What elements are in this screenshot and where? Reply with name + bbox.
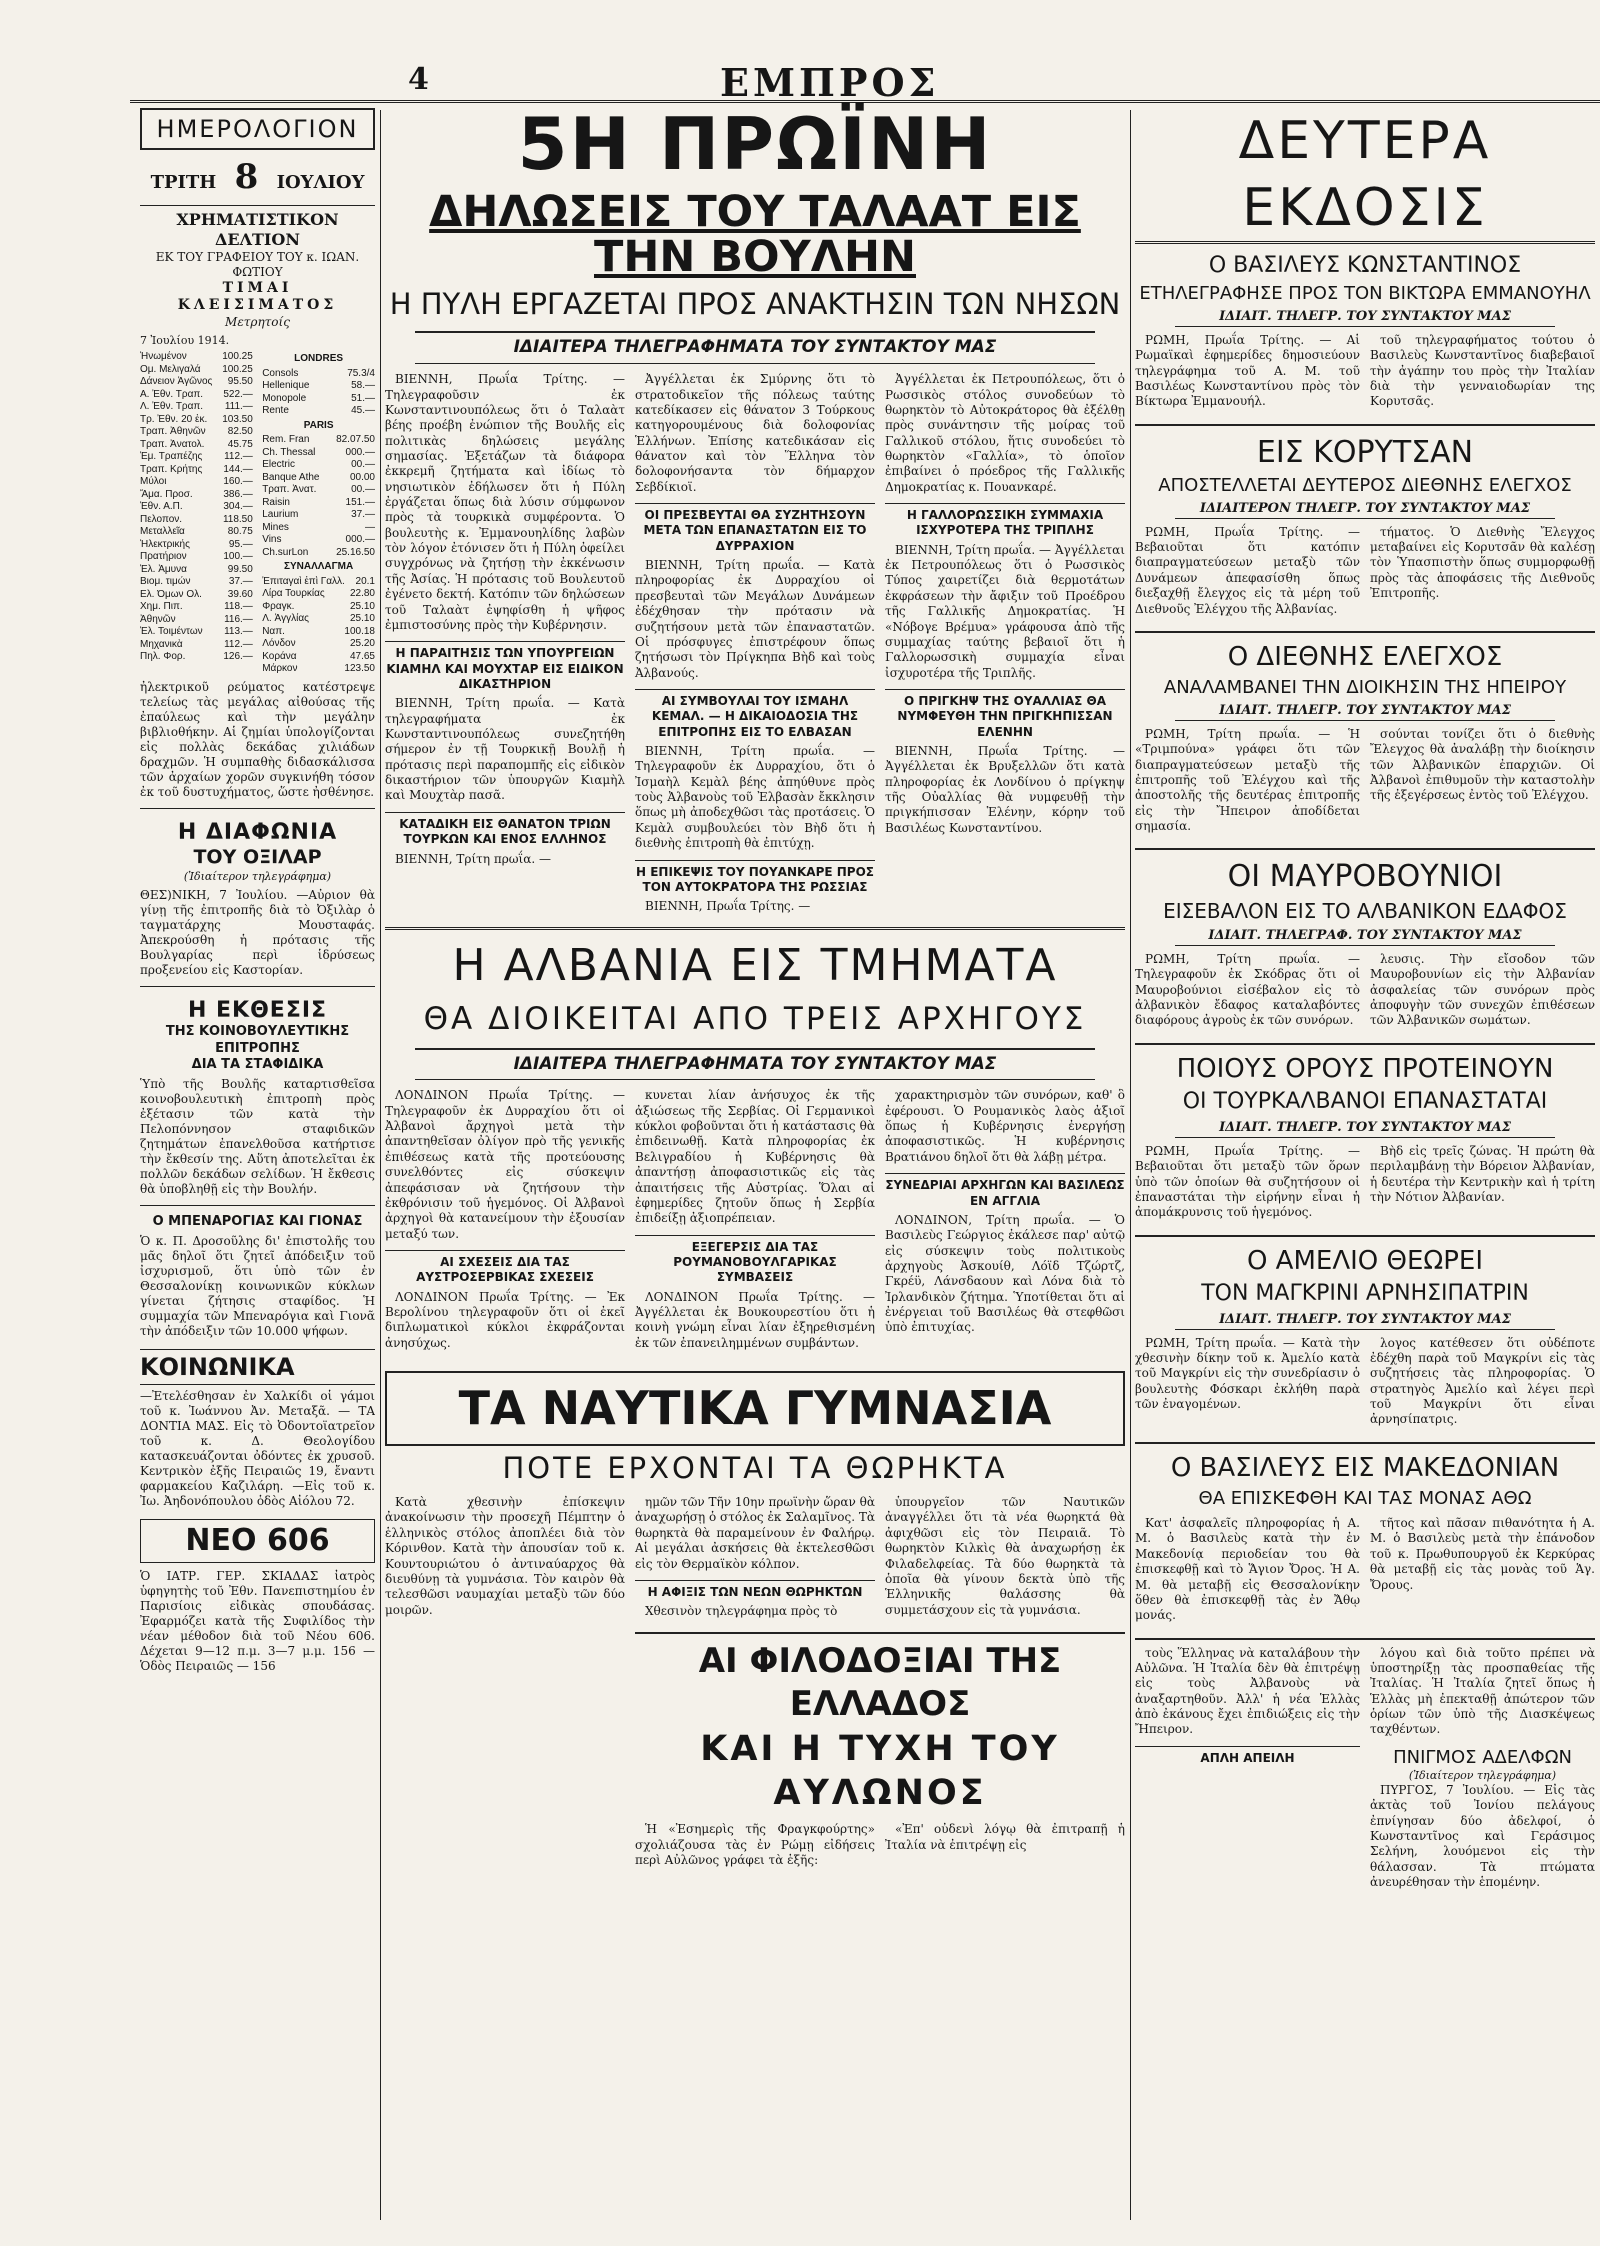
market-item-name: Τραπ. Ἀθηνῶν: [140, 426, 206, 438]
article-paragraph: ΒΙΕΝΝΗ, Πρωΐα Τρίτης. — Ἀγγέλλεται ἐκ Βρυξελλῶν ὅτι κατὰ πληροφορίας ἐκ Λονδίνου ὁ πρίγκηψ τῆς Οὐαλλίας θὰ νυμφευθῇ τὴν πριγκήπισσαν Ἑλένην, κόρην τοῦ Βασιλέως Κωνσταντίνου.: [885, 744, 1125, 835]
article-column: [385, 1495, 625, 1624]
market-table: [140, 351, 375, 676]
market-item-name: Raisin: [262, 496, 290, 508]
market-item-name: Χημ. Πιπ.: [140, 601, 183, 613]
market-row: [140, 514, 253, 527]
korytsa-subheadline: ΑΠΟΣΤΕΛΛΕΤΑΙ ΔΕΥΤΕΡΟΣ ΔΙΕΘΝΗΣ ΕΛΕΓΧΟΣ: [1158, 475, 1572, 497]
article-paragraph: ΛΟΝΔΙΝΟΝ Πρωΐα Τρίτης. — Ἀγγέλλεται ἐκ Βουκουρεστίου ὅτι ἡ κοινὴ γνώμη εἶναι λίαν ἐξηρεθισμένη ἐκ τῶν ἐπανειλημμένων συμβάντων.: [635, 1289, 875, 1350]
market-row: [262, 472, 375, 485]
market-row: [262, 459, 375, 472]
diafonia-text: ΘΕΣ)ΝΙΚΗ, 7 Ἰουλίου. —Αὐριον θὰ γίνῃ τῆς ἐπιτροπῆς διὰ τὸ Ὀξιλὰρ ὁ ταγματάρχης Μουσταφάς. Ἀπεκρούσθη ἡ πρότασις τῆς Βουλγαρίας περὶ ἱδρύσεως προξενείου εἰς Καστορίαν.: [140, 887, 375, 977]
market-row: [262, 509, 375, 522]
market-item-name: Ναπ.: [262, 625, 285, 637]
market-row: [262, 613, 375, 626]
byline: ΙΔΙΑΙΤ. ΤΗΛΕΓΡ. ΤΟΥ ΣΥΝΤΑΚΤΟΥ ΜΑΣ: [1175, 309, 1555, 327]
market-row: [140, 414, 253, 427]
article-paragraph: ΒΙΕΝΝΗ, Πρωΐα Τρίτης. —: [645, 899, 811, 914]
divider: [140, 986, 375, 987]
market-head-paris: PARIS: [303, 419, 334, 431]
market-item-name: Ἠλεκτρικής: [140, 538, 190, 550]
koinonika-text: —Ἐτελέσθησαν ἐν Χαλκίδι οἱ γάμοι τοῦ κ. Ἰωάννου Ἀν. Μεταξᾶ. — ΤΑ ΔΟΝΤΙΑ ΜΑΣ. Εἰς τὸ Ὀδοντοϊατρεῖον τοῦ κ. Δ. Θεολογίδου κατασκευάζονται ὀδόντες ἐκ χρυσοῦ. Κεντρικὸν ἐξῆς Πειραιῶς 19, ἔναντι φαρμακείου Καζιλάρη. —Εἰς τοῦ κ. Ἰω. Ἀηδονόπουλου ὁδὸς Αἰόλου 72.: [140, 1389, 375, 1509]
article-paragraph: ΒΙΕΝΝΗ, Τρίτη πρωΐα. — Κατὰ πληροφορίας ἐκ Δυρραχίου οἱ πρεσβευταὶ τῶν Μεγάλων Δυνάμεων ἐδέχθησαν τὴν πρότασιν νὰ συζητήσουν μετὰ τῶν ἐπαναστατῶν. Οἱ πρόσφυγες ἐπιστρέφουν ὅπως ζητήσωσι τὸν Πρίγκηπα Βὴδ καὶ τοὺς Ἀλβανούς.: [635, 558, 875, 680]
market-item-price: 80.75: [227, 526, 253, 538]
article-paragraph: ΡΩΜΗ, Τρίτη πρωΐα. — Ἡ «Τριμπούνα» γράφει ὅτι τῶν διαπραγματεύσεων μεταξὺ τῆς ἐπιτροπῆς τοῦ Ἐλέγχου καὶ τῆς ἀποστολῆς τῆς δευτέρας ἐπιτροπῆς εἰς τὴν Ἤπειρον ἀποδίδεται σημασία.: [1135, 726, 1360, 833]
article-subhead: ΚΑΤΑΔΙΚΗ ΕΙΣ ΘΑΝΑΤΟΝ ΤΡΙΩΝ ΤΟΥΡΚΩΝ ΚΑΙ ΕΝΟΣ ΕΛΛΗΝΟΣ: [385, 812, 625, 848]
article-paragraph: τήματος. Ὁ Διεθνὴς Ἔλεγχος μεταβαίνει εἰς Κορυτσᾶν θὰ καλέσῃ τὸν Ὑπασπιστὴν ὅπως συμμορφωθῇ πρὸς τὰς ἀποφάσεις τῆς Διεθνοῦς Ἐπιτροπῆς.: [1370, 524, 1595, 601]
market-item-price: 51.—: [351, 392, 375, 404]
market-item-price: 100.25: [222, 363, 253, 375]
market-row: [262, 484, 375, 497]
talaat-headline: ΔΗΛΩΣΕΙΣ ΤΟΥ ΤΑΛΑΑΤ ΕΙΣ ΤΗΝ ΒΟΥΛΗΝ: [429, 187, 1081, 283]
market-item-name: Ἠνωμένον: [140, 351, 187, 363]
market-item-name: Κοράνα: [262, 650, 297, 662]
market-item-price: 20.1: [355, 575, 375, 587]
market-item-price: 25.10: [349, 600, 375, 612]
article-paragraph: ΛΟΝΔΙΝΟΝ Πρωΐα Τρίτης. — Τηλεγραφοῦν ἐκ Δυρραχίου ὅτι οἱ Ἀλβανοὶ ἄρχηγοὶ μετὰ τὴν ἀπαντηθεῖσαν ὀλίγον πρὸ τῆς γενικῆς ἐπιθέσεως κατὰ τῆς προτεύουσης συνελθόντες εἰς σύσκεψιν ἀπεφάσισαν νὰ ζητήσουν τὴν ἐκθρόνισιν τοῦ ἡγεμόνος. Οἱ Ἀλβανοὶ ἀρχηγοὶ θὰ κατανείμουν τὴν ἐξουσίαν μεταξύ των.: [385, 1088, 625, 1241]
market-item-price: 103.50: [222, 413, 253, 425]
mpenarogias-text: Ὁ κ. Π. Δροσοῦλης δι' ἐπιστολῆς του μᾶς δηλοῖ ὅτι ζητεῖ ἀπόδειξιν τοῦ ἰσχυρισμοῦ, ὅτι ὑπὸ τῶν ἐν Θεσσαλονίκῃ κοινωνικῶν κύκλων γίνεται ζήτησις σταφίδος. Ἡ συμμαχία τῶν Μπεναρόγια καὶ Γιονᾶ τὴν ἀπόδειξιν τῶν 10.000 ψήφων.: [140, 1234, 375, 1339]
aulona-block: [635, 1632, 1125, 1873]
date-line: [140, 156, 375, 199]
albania-headline: Η ΑΛΒΑΝΙΑ ΕΙΣ ΤΜΗΜΑΤΑ: [385, 927, 1125, 994]
market-item-price: 00.00: [349, 471, 375, 483]
newspaper-title: ΕΜΠΡΟΣ: [720, 60, 940, 105]
byline: ΙΔΙΑΙΤΕΡΟΝ ΤΗΛΕΓΡ. ΤΟΥ ΣΥΝΤΑΚΤΟΥ ΜΑΣ: [1175, 501, 1555, 519]
albania-subheadline: ΘΑ ΔΙΟΙΚΕΙΤΑΙ ΑΠΟ ΤΡΕΙΣ ΑΡΧΗΓΟΥΣ: [423, 1000, 1087, 1037]
byline: ΙΔΙΑΙΤ. ΤΗΛΕΓΡ. ΤΟΥ ΣΥΝΤΑΚΤΟΥ ΜΑΣ: [1175, 1312, 1555, 1330]
market-row: [140, 376, 253, 389]
market-item-price: 160.—: [223, 476, 253, 488]
byline: ΙΔΙΑΙΤ. ΤΗΛΕΓΡΑΦ. ΤΟΥ ΣΥΝΤΑΚΤΟΥ ΜΑΣ: [1175, 928, 1555, 946]
article-paragraph: ΠΥΡΓΟΣ, 7 Ἰουλίου. — Εἰς τὰς ἀκτὰς τοῦ Ἰονίου πελάγους ἐπνίγησαν δύο ἀδελφοί, ὁ Κωνσταντῖνος καὶ Γεράσιμος Σελήνη, λουόμενοι εἰς τὴν θάλασσαν. Τὰ πτώματα ἀνευρέθησαν τὴν ἑπομένην.: [1370, 1782, 1595, 1890]
aulona-continued: [1135, 1646, 1595, 1895]
article-paragraph: ΡΩΜΗ, Τρίτη πρωΐα. — Τηλεγραφοῦν ἐκ Σκόδρας ὅτι οἱ Μαυροβούνιοι εἰσέβαλον εἰς τὸ ἀλβανικὸν ἔδαφος καταλαβόντες διαφόρους ἀγροὺς ἐκ τῶν συνόρων.: [1135, 951, 1360, 1028]
market-item-price: 82.07.50: [336, 434, 375, 446]
market-row: [140, 539, 253, 552]
article-column: [635, 372, 875, 919]
king-headline: Ο ΒΑΣΙΛΕΥΣ ΚΩΝΣΤΑΝΤΙΝΟΣ: [1208, 253, 1522, 279]
market-item-price: 126.—: [223, 651, 253, 663]
terms-article: [1135, 1144, 1595, 1225]
market-item-name: Μεταλλεῖα: [140, 526, 185, 538]
market-item-price: 522.—: [223, 388, 253, 400]
market-row: [262, 663, 375, 676]
article-column: [635, 1495, 875, 1624]
article-paragraph: ΡΩΜΗ, Τρίτη πρωΐα. — Κατὰ τὴν χθεσινὴν δίκην τοῦ κ. Ἀμελίο κατὰ τοῦ Μαγκρίνι εἰς τὴν συνεδρίασιν ὁ βουλευτὴς Φόσκαρι ἐκλήθη παρὰ τῶν ἐναγομένων.: [1135, 1335, 1360, 1412]
market-item-price: 95.—: [228, 538, 253, 550]
king-subheadline: ΕΤΗΛΕΓΡΑΦΗΣΕ ΠΡΟΣ ΤΟΝ ΒΙΚΤΩΡΑ ΕΜΜΑΝΟΥΗΛ: [1139, 283, 1591, 305]
article-paragraph: ΒΙΕΝΝΗ, Πρωΐα Τρίτης. — Τηλεγραφοῦσιν ἐκ Κωνσταντινουπόλεως ὅτι ὁ Ταλαὰτ βέης προέβη ἐνώπιον τῆς Βουλῆς εἰς πολιτικὰς δηλώσεις μεγάλης σημασίας. Ἐξετάζων τὰ διάφορα ἐκκρεμῆ ζητήματα καὶ ἰδίως τὸ νησιωτικὸν ἐδήλωσεν ὅτι ἡ Πύλη ἐργάζεται ὅπως διὰ λύσιν σύμφωνον πρὸς τὰ τουρκικὰ συμφέροντα. Ὁ βουλευτὴς κ. Ἐμμανουηλίδης λαβὼν τὸν λόγον ἐτόνισεν ὅτι ἡ Πύλη ὀφείλει συγχρόνως νὰ ζητήσῃ τὴν ἐκκένωσιν τῆς Ἀσίας. Ἡ πρότασις τοῦ Βουλευτοῦ ἐγένετο δεκτή. Κατόπιν τῶν δηλώσεων τοῦ Ταλαὰτ ἐψηφίσθη ἡ ψῆφος ἐμπιστοσύνης πρὸς τὴν Κυβέρνησιν.: [385, 372, 625, 632]
terms-subheadline: ΟΙ ΤΟΥΡΚΑΛΒΑΝΟΙ ΕΠΑΝΑΣΤΑΤΑΙ: [1182, 1089, 1548, 1115]
article-subhead: Η ΠΑΡΑΙΤΗΣΙΣ ΤΩΝ ΥΠΟΥΡΓΕΙΩΝ ΚΙΑΜΗΛ ΚΑΙ ΜΟΥΧΤΑΡ ΕΙΣ ΕΙΔΙΚΟΝ ΔΙΚΑΣΤΗΡΙΟΝ: [385, 641, 625, 692]
article-subhead: ΣΥΝΕΔΡΙΑΙ ΑΡΧΗΓΩΝ ΚΑΙ ΒΑΣΙΛΕΩΣ ΕΝ ΑΓΓΛΙΑ: [885, 1173, 1125, 1209]
market-item-price: 25.10: [349, 613, 375, 625]
market-row: [262, 547, 375, 560]
market-item-name: Τραπ. Ἀνατ.: [262, 484, 317, 496]
divider: [1135, 1442, 1595, 1444]
market-row: [140, 601, 253, 614]
article-paragraph: Κατὰ χθεσινὴν ἐπίσκεψιν ἀνακοίνωσιν τὴν προσεχῆ Πέμπτην ὁ ἑλληνικὸς στόλος ἀποπλέει διὰ τὸν Κόρινθον. Κατὰ τὴν ἀπουσίαν τοῦ κ. Κουντουριώτου ὁ ἀντιναύαρχος θὰ διευθύνῃ τὰ γυμνάσια. Τὸν καιρὸν θὰ τελεσθῶσι ναυμαχίαι μεταξὺ τῶν δύο μοιρῶν.: [385, 1495, 625, 1617]
market-item-name: Πηλ. Φορ.: [140, 651, 186, 663]
market-item-name: Monopole: [262, 392, 307, 404]
market-item-name: Ἐλ. Τοιμέντων: [140, 626, 203, 638]
market-item-name: Ελ. Όμων Ολ.: [140, 588, 202, 600]
market-item-price: 99.50: [227, 563, 253, 575]
column-rule: [1130, 110, 1131, 2220]
divider: [140, 1205, 375, 1206]
market-row: [262, 497, 375, 510]
center-column: [385, 102, 1125, 1872]
control-subheadline: ΑΝΑΛΑΜΒΑΝΕΙ ΤΗΝ ΔΙΟΙΚΗΣΙΝ ΤΗΣ ΗΠΕΙΡΟΥ: [1163, 677, 1567, 699]
ekthesis-text: Ὑπὸ τῆς Βουλῆς καταρτισθεῖσα κοινοβουλευτικὴ ἐπιτροπὴ πρὸς ἐξέτασιν τῶν κατὰ τὴν Πελοπόννησον σταφιδικῶν ζητημάτων ἐπανελθοῦσα κατήρτισε τὴν ἔκθεσίν της. Αὕτη ἀποτελεῖται ἐκ πολλῶν δεκάδων σελίδων. Ἡ ἔκθεσις θὰ ὑποβληθῇ εἰς τὴν Βουλήν.: [140, 1077, 375, 1196]
market-source: ΕΚ ΤΟΥ ΓΡΑΦΕΙΟΥ ΤΟΥ κ. ΙΩΑΝ. ΦΩΤΙΟΥ: [155, 249, 360, 279]
korytsa-headline: ΕΙΣ ΚΟΡΥΤΣΑΝ: [1256, 434, 1474, 470]
article-column: [635, 1822, 875, 1872]
article-paragraph: ΒΙΕΝΝΗ, Τρίτη πρωΐα. — Κατὰ τηλεγραφήματα ἐκ Κωνσταντινουπόλεως συνεζητήθη σήμερον ἐν τῇ Τουρκικῇ Βουλῇ ἡ πρότασις περὶ παραπομπῆς εἰς εἰδικὸν δικαστήριον τῶν ὑπουργῶν Κιαμὴλ καὶ Μουχτὰρ πασᾶ.: [385, 696, 625, 803]
market-item-price: 100.25: [222, 351, 253, 363]
market-item-price: 45.75: [227, 438, 253, 450]
divider: [1135, 1043, 1595, 1045]
article-paragraph: ΡΩΜΗ, Πρωΐα Τρίτης. — Βεβαιοῦται ὅτι μεταξὺ τῶν ὅρων ὑπὸ τῶν ὁποίων θὰ συζητήσουν οἱ ἐπαναστάται τὴν εἰρήνην εἶναι ἡ ἀπομάκρυνσις τοῦ ἡγεμόνος.: [1135, 1143, 1360, 1220]
article-column: [385, 1088, 625, 1355]
market-item-price: 118.—: [224, 601, 253, 613]
market-head-exchange: ΣΥΝΑΛΛΑΓΜΑ: [283, 561, 354, 573]
market-item-name: Ἐθν. Α.Π.: [140, 501, 183, 513]
market-item-name: Βιομ. τιμών: [140, 576, 191, 588]
article-column: [885, 1088, 1125, 1355]
market-item-price: 144.—: [223, 463, 253, 475]
article-paragraph: ΒΙΕΝΝΗ, Τρίτη πρωΐα. — Ἀγγέλλεται ἐκ Πετρουπόλεως ὅτι ὁ Ρωσσικὸς Τύπος χαιρετίζει διὰ θερμοτάτων ἐκφράσεων τὴν ἄφιξιν τοῦ Προέδρου τῆς Γαλλικῆς Δημοκρατίας. Ἡ «Νόβογε Βρέμυα» γράφουσα ἀπὸ τῆς συμμαχίας ταύτης βεβαιοῖ ὅτι ἡ Γαλλορωσσικὴ συμμαχία εἶναι ἰσχυροτέρα τῆς Τριπλῆς.: [885, 542, 1125, 680]
article-paragraph: ΒΙΕΝΝΗ, Τρίτη πρωΐα. — Τηλεγραφοῦν ἐκ Δυρραχίου, ὅτι ὁ Ἰσμαὴλ Κεμὰλ βέης ἀπηύθυνε πρὸς τοὺς Ἀλβανοὺς τοῦ Ἐλβασὰν ἔκκλησιν ὅπως μὴ ἀποδεχθῶσι τὰς προτάσεις. Ὁ Κεμὰλ συμβουλεύει τὸν Βὴδ ὅτι ἡ διεθνὴς ἐπιτροπὴ θὰ ἐπιτύχῃ.: [635, 744, 875, 851]
naval-headline: ΤΑ ΝΑΥΤΙΚΑ ΓΥΜΝΑΣΙΑ: [385, 1371, 1125, 1446]
market-item-name: Λόνδον: [262, 638, 296, 650]
naval-subheadline: ΠΟΤΕ ΕΡΧΟΝΤΑΙ ΤΑ ΘΩΡΗΚΤΑ: [502, 1451, 1008, 1485]
article-paragraph: ὑπουργεῖον τῶν Ναυτικῶν ἀναγγέλλει ὅτι τὰ νέα θωρηκτά θὰ ἀφιχθῶσι εἰς τὸν Πειραιᾶ. Τὸ θωρηκτὸν Κιλκὶς θὰ ἀναχωρήσῃ ἐκ Φιλαδελφείας. Τὰ δύο θωρηκτὰ τὰ ὁποῖα θὰ γίνουν δεκτὰ ὑπὸ τῆς Ἑλληνικῆς θαλάσσης θὰ συμμετάσχουν εἰς τὰ γυμνάσια.: [885, 1495, 1125, 1617]
market-item-name: Πρατήριον: [140, 551, 187, 563]
divider: [1135, 1638, 1595, 1640]
market-item-price: 47.65: [349, 650, 375, 662]
article-subhead: ΑΠΛΗ ΑΠΕΙΛΗ: [1135, 1746, 1360, 1766]
market-row: [262, 447, 375, 460]
market-row: [140, 651, 253, 664]
market-item-name: Consols: [262, 367, 299, 379]
market-item-name: Laurium: [262, 509, 299, 521]
talaat-article: [385, 372, 1125, 919]
article-subhead: Η ΓΑΛΛΟΡΩΣΣΙΚΗ ΣΥΜΜΑΧΙΑ ΙΣΧΥΡΟΤΕΡΑ ΤΗΣ ΤΡΙΠΛΗΣ: [885, 503, 1125, 539]
market-item-price: 37.—: [351, 509, 375, 521]
right-column: [1135, 108, 1595, 2218]
aulona-subheadline: ΚΑΙ Η ΤΥΧΗ ΤΟΥ ΑΥΛΩΝΟΣ: [700, 1728, 1060, 1814]
article-paragraph: ημῶν τῶν Τῆν 10ην πρωϊνὴν ὥραν θὰ ἀναχωρήσῃ ὁ στόλος ἐκ Σαλαμῖνος. Τὰ θωρηκτὰ θὰ παραμείνουν ἐν Φαλήρῳ. Αἱ μεγάλαι ἀσκήσεις θὰ ἐκτελεσθῶσι εἰς τὸν Θερμαϊκὸν κόλπον.: [635, 1495, 875, 1571]
market-item-name: Ἄμα. Προσ.: [140, 488, 193, 500]
market-item-name: Λ. Ἐθν. Τραπ.: [140, 401, 204, 413]
article-subhead: Η ΑΦΙΞΙΣ ΤΩΝ ΝΕΩΝ ΘΩΡΗΚΤΩΝ: [635, 1580, 875, 1600]
market-item-price: 00.—: [351, 459, 375, 471]
calendar-title: ΗΜΕΡΟΛΟΓΙΟΝ: [140, 108, 375, 150]
market-row: [140, 439, 253, 452]
divider: [140, 808, 375, 809]
article-paragraph: κυνεται λίαν ἀνήσυχος ἐκ τῆς ἀξιώσεως τῆς Σερβίας. Οἱ Γερμανικοὶ κύκλοι φοβοῦνται ὅτι ἡ κατάστασις θὰ ἐπιδεινωθῇ. Κατὰ πληροφορίας ἐκ Βελιγραδίου ἡ Κυβέρνησις θὰ ἀπαντήσῃ ἀποφασιστικῶς εἰς τὰς ἀπαιτήσεις τῆς Αὐστρίας. Ὅλαι αἱ ἐφημερίδες ζητοῦν ὅπως ἡ Σερβία ἐπιδείξῃ ἀξιοπρέπειαν.: [635, 1088, 875, 1226]
article-subhead: Ο ΠΡΙΓΚΗΨ ΤΗΣ ΟΥΑΛΛΙΑΣ ΘΑ ΝΥΜΦΕΥΘΗ ΤΗΝ ΠΡΙΓΚΗΠΙΣΣΑΝ ΕΛΕΝΗΝ: [885, 689, 1125, 740]
diafonia-tag: (Ἰδιαίτερον τηλεγράφημα): [183, 870, 332, 883]
article-paragraph: τῆτος καὶ πᾶσαν πιθανότητα ἡ Α. Μ. ὁ Βασιλεὺς μετὰ τὴν ἐπάνοδον τοῦ κ. Πρωθυπουργοῦ ἐκ Κερκύρας θὰ μεταβῇ εἰς τὰς μονὰς τοῦ Ἁγ. Ὄρους.: [1370, 1516, 1595, 1592]
article-paragraph: ΛΟΝΔΙΝΟΝ Πρωΐα Τρίτης. — Ἐκ Βερολίνου τηλεγραφοῦν ὅτι οἱ ἐκεῖ διπλωματικοὶ κύκλοι ἐκφράζονται ἀνησύχως.: [385, 1289, 625, 1350]
amelio-article: [1135, 1336, 1595, 1432]
market-row: [140, 576, 253, 589]
montenegro-subheadline: ΕΙΣΕΒΑΛΟΝ ΕΙΣ ΤΟ ΑΛΒΑΝΙΚΟΝ ΕΔΑΦΟΣ: [1163, 898, 1567, 923]
divider: [1135, 424, 1595, 426]
market-row: [140, 364, 253, 377]
divider: [1135, 848, 1595, 850]
market-item-name: Mines: [262, 521, 289, 533]
market-row: [262, 576, 375, 589]
market-item-name: Ἐπιταγαὶ ἐπὶ Γαλλ.: [262, 575, 345, 587]
market-row: [140, 401, 253, 414]
market-row: [262, 588, 375, 601]
market-row: [262, 601, 375, 614]
article-paragraph: ΛΟΝΔΙΝΟΝ, Τρίτη πρωΐα. — Ὁ Βασιλεὺς Γεώργιος ἐκάλεσε παρ' αὐτῷ εἰς σύσκεψιν τοὺς πολιτικοὺς ἀρχηγοὺς Ἀσκουίθ, Λόϊδ Τζώρτζ, Γκρέϋ, Λάνσδαουν καὶ Λόνα διὰ τὸ Ἰρλανδικὸν ζήτημα. Ὑποτίθεται ὅτι αἱ ἐνέργειαι τοῦ Βασιλέως θὰ στεφθῶσι ὑπὸ ἐπιτυχίας.: [885, 1212, 1125, 1335]
left-column: [140, 108, 375, 2218]
market-item-price: 116.—: [224, 613, 253, 625]
market-item-price: 112.—: [224, 638, 253, 650]
market-row: [140, 389, 253, 402]
day-number: 8: [234, 157, 259, 197]
market-item-name: Ch.surLon: [262, 546, 309, 558]
market-item-price: 25.16.50: [336, 546, 375, 558]
market-row: [140, 551, 253, 564]
byline: ΙΔΙΑΙΤ. ΤΗΛΕΓΡ. ΤΟΥ ΣΥΝΤΑΚΤΟΥ ΜΑΣ: [1175, 1120, 1555, 1138]
market-item-price: 58.—: [351, 380, 375, 392]
market-item-price: 111.—: [224, 401, 253, 413]
market-item-name: Φραγκ.: [262, 600, 295, 612]
market-item-name: Ch. Thessal: [262, 446, 316, 458]
market-item-price: 95.50: [227, 376, 253, 388]
market-item-name: Τραπ. Ἀνατολ.: [140, 438, 205, 450]
market-item-price: 45.—: [351, 405, 375, 417]
article-paragraph: Ἡ «Ἐσημερὶς τῆς Φραγκφούρτης» σχολιάζουσα τὰς ἐν Ρώμῃ εἰδήσεις περὶ Αὐλῶνος γράφει τὰ ἑξῆς:: [635, 1822, 875, 1867]
market-currency: Μετρητοίς: [225, 314, 290, 329]
market-row: [140, 451, 253, 464]
market-item-price: 39.60: [227, 588, 253, 600]
market-row: [140, 589, 253, 602]
market-item-price: 00.—: [351, 484, 375, 496]
market-item-price: 113.—: [224, 626, 253, 638]
market-prices-heading: ΤΙΜΑΙ ΚΛΕΙΣΙΜΑΤΟΣ: [177, 279, 338, 313]
article-paragraph: Ἀγγέλλεται ἐκ Σμύρνης ὅτι τὸ στρατοδικεῖον τῆς πόλεως ταύτης κατεδίκασεν εἰς θάνατον 3 Τούρκους κατηγορουμένους διὰ δολοφονίας Ἑλλήνων. Ἐπίσης κατεδικάσαν εἰς θάνατον καὶ τὸν Ἕλληνα τὸν δολοφονήσαντα τὸν δήμαρχον Σεβδίκιοϊ.: [635, 372, 875, 494]
market-row: [262, 434, 375, 447]
market-item-name: Rem. Fran: [262, 434, 310, 446]
market-item-name: Δάνειον Ἀγῶνος: [140, 376, 213, 388]
article-column: [885, 1822, 1125, 1872]
byline: ΙΔΙΑΙΤ. ΤΗΛΕΓΡ. ΤΟΥ ΣΥΝΤΑΚΤΟΥ ΜΑΣ: [1175, 703, 1555, 721]
market-item-name: Banque Athe: [262, 471, 320, 483]
article-paragraph: Χθεσινὸν τηλεγράφημα πρὸς τὸ: [645, 1604, 838, 1619]
page-number: 4: [408, 62, 429, 97]
market-item-name: Μύλοι: [140, 476, 167, 488]
article-paragraph: λευσις. Τὴν εἴσοδον τῶν Μαυροβουνίων εἰς τὴν Ἀλβανίαν ἀσφαλείας τῶν συνόρων πρὸς ἀποφυγὴν τῶν συνεχῶν ἐπιθέσεων τῶν Ἀλβανικῶν σωμάτων.: [1370, 951, 1595, 1028]
amelio-subheadline: ΤΟΝ ΜΑΓΚΡΙΝΙ ΑΡΝΗΣΙΠΑΤΡΙΝ: [1201, 1280, 1529, 1306]
diafonia-headline: Η ΔΙΑΦΩΝΙΑ: [177, 819, 338, 845]
market-row: [140, 501, 253, 514]
market-date: 7 Ἰουλίου 1914.: [140, 333, 230, 347]
article-paragraph: ΒΙΕΝΝΗ, Τρίτη πρωΐα. —: [395, 851, 551, 866]
naval-article: [385, 1495, 1125, 1624]
market-item-price: 386.—: [223, 488, 253, 500]
market-right-list: [262, 351, 375, 676]
market-item-name: Hellenique: [262, 380, 310, 392]
market-item-name: Ἐλ. Ἀμυνα: [140, 563, 187, 575]
market-item-price: 100.—: [223, 551, 253, 563]
article-paragraph: τοὺς Ἕλληνας νὰ καταλάβουν τὴν Αὐλῶνα. Ἡ Ἰταλία δὲν θὰ ἐπιτρέψῃ εἰς τοὺς Ἀλβανοὺς νὰ ἀναξαρτηθοῦν. Ἀλλ' ἡ νέα Ἑλλὰς ἀπὸ ἐκάνους ἔχει ἐπιδιώξεις εἰς τὴν Ἤπειρον.: [1135, 1645, 1360, 1737]
neo-606-headline: ΝΕΟ 606: [140, 1519, 375, 1563]
market-title: ΧΡΗΜΑΤΙΣΤΙΚΟΝ ΔΕΛΤΙΟΝ: [140, 205, 375, 250]
macedonia-headline: Ο ΒΑΣΙΛΕΥΣ ΕΙΣ ΜΑΚΕΔΟΝΙΑΝ: [1170, 1452, 1560, 1483]
market-row: [140, 626, 253, 639]
ekthesis-subheadline: ΤΗΣ ΚΟΙΝΟΒΟΥΛΕΥΤΙΚΗΣ ΕΠΙΤΡΟΠΗΣ: [165, 1024, 350, 1056]
article-paragraph: Κατ' ἀσφαλεῖς πληροφορίας ἡ Α. Μ. ὁ Βασιλεὺς κατὰ τὴν ἐν Μακεδονίᾳ περιοδείαν του θὰ ἐπισκεφθῇ καὶ τὸ Ἅγιον Ὄρος. Ἡ Α. Μ. θὰ μεταβῇ εἰς Θεσσαλονίκην ὅθεν θὰ ἐπισκεφθῇ τὰς ἐν Ἄθῳ μονάς.: [1135, 1516, 1360, 1623]
market-item-price: 151.—: [345, 496, 375, 508]
neo-606-text: Ὁ ΙΑΤΡ. ΓΕΡ. ΣΚΙΑΔΑΣ ἰατρὸς ὑφηγητὴς τοῦ Ἐθν. Πανεπιστημίου ἐν Παρισίοις εἰδικὰς σπουδάσας. Ἐφαρμόζει κατὰ τῆς Συφιλίδος τὴν νέαν μέθοδον διὰ τοῦ Νέου 606. Δέχεται 9—12 π.μ. 3—7 μ.μ. 156 — Ὁδὸς Πειραιῶς — 156: [140, 1568, 375, 1673]
king-article: [1135, 333, 1595, 414]
market-item-name: Πελοπον.: [140, 513, 183, 525]
article-paragraph: τοῦ τηλεγραφήματος τούτου ὁ Βασιλεὺς Κωνσταντῖνος διαβεβαιοῖ τὴν ἀγάπην του πρὸς τὴν Ἰταλίαν διὰ τὴν γενναιοδωρίαν της Κορυτσᾶς.: [1370, 332, 1595, 409]
market-article-text: ἠλεκτρικοῦ ρεύματος κατέστρεψε τελείως τὰς μεγάλας αἰθούσας τῆς ἐπαύλεως καὶ τὴν μεγάλην βιβλιοθήκην. Αἱ ζημίαι ὑπολογίζονται εἰς πολλὰς δεκάδας χιλιάδων δραχμῶν. Ἡ συμπαθὴς διδασκάλισσα τῶν ἀρχαίων χορῶν συγκινήθη τόσον ἐκ τοῦ δυστυχήματος, ὥστε ἠσθένησε.: [140, 679, 375, 799]
article-paragraph: χαρακτηρισμὸν τῶν συνόρων, καθ' ὃ ἐφέρουσι. Ὁ Ρουμανικὸς λαὸς ἀξιοῖ ὅπως ἡ Κυβέρνησις ἐνεργήσῃ ἀποφασιστικῶς. Ἡ κυβέρνησις Βρατιάνου δηλοῖ ὅτι θὰ λάβῃ μέτρα.: [885, 1088, 1125, 1164]
ekthesis-headline: Η ΕΚΘΕΣΙΣ: [187, 997, 328, 1023]
market-item-price: 82.50: [227, 426, 253, 438]
market-item-name: Λ. Ἀγγλίας: [262, 613, 309, 625]
market-item-price: 100.18: [344, 625, 375, 637]
article-subhead: Η ΕΠΙΚΕΨΙΣ ΤΟΥ ΠΟΥΑΝΚΑΡΕ ΠΡΟΣ ΤΟΝ ΑΥΤΟΚΡΑΤΟΡΑ ΤΗΣ ΡΩΣΣΙΑΣ: [635, 860, 875, 896]
market-row: [262, 522, 375, 535]
article-paragraph: Βὴδ εἰς τρεῖς ζώνας. Ἡ πρώτη θὰ περιλαμβάνῃ τὴν Βόρειον Ἀλβανίαν, ἡ δευτέρα τὴν Κεντρικὴν καὶ ἡ τρίτη τὴν Νότιον Ἀλβανίαν.: [1370, 1143, 1595, 1204]
market-item-price: 304.—: [223, 501, 253, 513]
market-item-name: Μάρκον: [262, 663, 298, 675]
market-item-price: 75.3/4: [347, 367, 375, 379]
article-paragraph: «Ἐπ' οὐδενὶ λόγῳ θὰ ἐπιτραπῇ ἡ Ἰταλία νὰ ἐπιτρέψῃ εἰς: [885, 1822, 1125, 1852]
article-paragraph: ΡΩΜΗ, Πρωΐα Τρίτης. — Αἱ Ρωμαϊκαὶ ἐφημερίδες δημοσιεύουν τηλεγράφημα τοῦ Α. Μ. τοῦ Βασιλέως Κωνσταντίνου πρὸς τὸν Βίκτωρα Ἐμμανουήλ.: [1135, 332, 1360, 409]
article-paragraph: λόγου καὶ διὰ τοῦτο πρέπει νὰ ὑποστηρίξῃ τὰς προσπαθείας τῆς Ἰταλίας. Ἡ Ἰταλία ζητεῖ ὅπως ἡ Ἑλλὰς μὴ ἐπεκταθῇ ἀπώτερον τῶν ὁρίων τῶν ὑπὸ τῆς Διασκέψεως ταχθέντων.: [1370, 1645, 1595, 1737]
montenegro-headline: ΟΙ ΜΑΥΡΟΒΟΥΝΙΟΙ: [1227, 859, 1503, 895]
market-head-londres: LONDRES: [294, 353, 344, 365]
article-column: [635, 1088, 875, 1355]
market-row: [140, 564, 253, 577]
market-item-price: 118.50: [222, 513, 253, 525]
market-item-price: —: [365, 521, 375, 533]
control-article: [1135, 727, 1595, 839]
article-column: [885, 372, 1125, 919]
market-row: [262, 393, 375, 406]
ekthesis-subheadline-2: ΔΙΑ ΤΑ ΣΤΑΦΙΔΙΚΑ: [191, 1056, 324, 1072]
albania-article: [385, 1088, 1125, 1355]
market-item-name: Μηχανικὰ: [140, 638, 183, 650]
market-row: [262, 534, 375, 547]
macedonia-subheadline: ΘΑ ΕΠΙΣΚΕΦΘΗ ΚΑΙ ΤΑΣ ΜΟΝΑΣ ΑΘΩ: [1198, 1488, 1532, 1510]
market-item-price: 37.—: [228, 576, 253, 588]
edition-headline: 5Η ΠΡΩΪΝΗ: [517, 102, 993, 186]
aulona-headline: ΑΙ ΦΙΛΟΔΟΞΙΑΙ ΤΗΣ ΕΛΛΑΔΟΣ: [698, 1640, 1062, 1725]
diafonia-subheadline: ΤΟΥ ΟΞΙΛΑΡ: [193, 846, 322, 869]
article-subhead: ΟΙ ΠΡΕΣΒΕΥΤΑΙ ΘΑ ΣΥΖΗΤΗΣΟΥΝ ΜΕΤΑ ΤΩΝ ΕΠΑΝΑΣΤΑΤΩΝ ΕΙΣ ΤΟ ΔΥΡΡΑΧΙΟΝ: [635, 503, 875, 554]
byline: ΙΔΙΑΙΤΕΡΑ ΤΗΛΕΓΡΑΦΗΜΑΤΑ ΤΟΥ ΣΥΝΤΑΚΤΟΥ ΜΑΣ: [415, 331, 1095, 364]
market-item-name: Λίρα Τουρκίας: [262, 588, 325, 600]
column-rule: [380, 110, 381, 2220]
korytsa-article: [1135, 525, 1595, 621]
market-item-price: 25.20: [349, 638, 375, 650]
article-paragraph: ΡΩΜΗ, Πρωΐα Τρίτης. — Βεβαιοῦται ὅτι κατόπιν διαπραγματεύσεων μεταξὺ τῶν Δυνάμεων ἀπεφασίσθη ὅπως διεξαχθῇ ἔλεγχος εἰς τὰ μέρη τοῦ Διεθνοῦς Ἐλέγχου τῆς Ἀλβανίας.: [1135, 524, 1360, 616]
market-row: [140, 426, 253, 439]
month: ΙΟΥΛΙΟΥ: [276, 172, 365, 193]
amelio-headline: Ο ΑΜΕΛΙΟ ΘΕΩΡΕΙ: [1246, 1245, 1484, 1276]
article-paragraph: σούνται τονίζει ὅτι ὁ διεθνὴς Ἔλεγχος θὰ ἀναλάβῃ τὴν διοίκησιν τῶν Ἀλβανικῶν ἐπαρχιῶν. Οἱ Ἀλβανοὶ ἐπιθυμοῦν τὴν καταστολὴν τῆς ἐξεγέρσεως ἐντὸς τοῦ Ἐλέγχου.: [1370, 726, 1595, 803]
market-row: [140, 639, 253, 652]
article-subhead: ΑΙ ΣΥΜΒΟΥΛΑΙ ΤΟΥ ΙΣΜΑΗΛ ΚΕΜΑΛ. — Η ΔΙΚΑΙΟΔΟΣΙΑ ΤΗΣ ΕΠΙΤΡΟΠΗΣ ΕΙΣ ΤΟ ΕΛΒΑΣΑΝ: [635, 689, 875, 740]
mpenarogias-headline: Ο ΜΠΕΝΑΡΟΓΙΑΣ ΚΑΙ ΓΙΟΝΑΣ: [152, 1214, 363, 1229]
drowning-tag: (Ἰδιαίτερον τηλεγράφημα): [1408, 1768, 1557, 1782]
market-row: [140, 476, 253, 489]
montenegro-article: [1135, 952, 1595, 1033]
market-row: [262, 368, 375, 381]
drowning-headline: ΠΝΙΓΜΟΣ ΑΔΕΛΦΩΝ: [1393, 1746, 1572, 1768]
market-row: [140, 614, 253, 627]
market-left-list: [140, 351, 253, 676]
market-item-name: Τρ. Ἐθν. 20 ἑκ.: [140, 413, 208, 425]
article-column: [385, 372, 625, 919]
market-row: [262, 405, 375, 418]
market-row: [140, 464, 253, 477]
divider: [1135, 631, 1595, 633]
divider: [1135, 1235, 1595, 1237]
article-paragraph: λογος κατέθεσεν ὅτι οὐδέποτε ἐδέχθη παρὰ τοῦ Μαγκρίνι εἰς τὰς συζητήσεις τὰς πληροφορίας. Ὁ στρατηγὸς Ἀμελίο καὶ λέγει περὶ τοῦ Μαγκρίνι ὅτι εἶναι ἀρνησίπατρις.: [1370, 1335, 1595, 1427]
macedonia-article: [1135, 1516, 1595, 1628]
article-subhead: ΑΙ ΣΧΕΣΕΙΣ ΔΙΑ ΤΑΣ ΑΥΣΤΡΟΣΕΡΒΙΚΑΣ ΣΧΕΣΕΙΣ: [385, 1250, 625, 1286]
article-column: [885, 1495, 1125, 1624]
second-edition-headline: ΔΕΥΤΕΡΑ ΕΚΔΟΣΙΣ: [1135, 108, 1595, 244]
market-row: [262, 626, 375, 639]
market-item-name: Τραπ. Κρήτης: [140, 463, 203, 475]
market-item-price: 000.—: [345, 446, 375, 458]
aulona-article: [635, 1822, 1125, 1872]
market-item-name: Α. Ἐθν. Τραπ.: [140, 388, 204, 400]
market-item-name: Ομ. Μελιγαλά: [140, 363, 201, 375]
market-row: [262, 651, 375, 664]
market-item-name: Ἐμ. Τραπέζης: [140, 451, 203, 463]
market-row: [140, 489, 253, 502]
market-row: [262, 638, 375, 651]
market-row: [262, 380, 375, 393]
market-item-name: Vins: [262, 534, 282, 546]
market-item-name: Rente: [262, 405, 289, 417]
weekday: ΤΡΙΤΗ: [150, 172, 217, 193]
market-item-name: Electric: [262, 459, 295, 471]
control-headline: Ο ΔΙΕΘΝΗΣ ΕΛΕΓΧΟΣ: [1227, 641, 1503, 672]
talaat-subheadline: Η ΠΥΛΗ ΕΡΓΑΖΕΤΑΙ ΠΡΟΣ ΑΝΑΚΤΗΣΙΝ ΤΩΝ ΝΗΣΩΝ: [389, 287, 1121, 322]
article-subhead: ΕΞΕΓΕΡΣΙΣ ΔΙΑ ΤΑΣ ΡΟΥΜΑΝΟΒΟΥΛΓΑΡΙΚΑΣ ΣΥΜΒΑΣΕΙΣ: [635, 1235, 875, 1286]
market-item-price: 000.—: [345, 534, 375, 546]
market-row: [140, 351, 253, 364]
article-paragraph: Ἀγγέλλεται ἐκ Πετρουπόλεως, ὅτι ὁ Ρωσσικὸς στόλος συνοδεύων τὸ θωρηκτὸν τὸ Αὐτοκράτορος θὰ ἐξέλθῃ πρὸς συνάντησιν τῆς μοίρας τοῦ Γαλλικοῦ στόλου, ἥτις συνοδεύει τὸ θωρηκτὸν «Γαλλία», τὸ ὁποῖον ἐπιβαίνει ὁ πρόεδρος τῆς Γαλλικῆς Δημοκρατίας κ. Πουανκαρέ.: [885, 372, 1125, 494]
market-item-name: Ἀθηνῶν: [140, 613, 176, 625]
market-row: [140, 526, 253, 539]
market-item-price: 123.50: [344, 663, 375, 675]
terms-headline: ΠΟΙΟΥΣ ΟΡΟΥΣ ΠΡΟΤΕΙΝΟΥΝ: [1176, 1053, 1554, 1084]
market-item-price: 112.—: [224, 451, 253, 463]
byline: ΙΔΙΑΙΤΕΡΑ ΤΗΛΕΓΡΑΦΗΜΑΤΑ ΤΟΥ ΣΥΝΤΑΚΤΟΥ ΜΑΣ: [415, 1048, 1095, 1081]
koinonika-headline: ΚΟΙΝΩΝΙΚΑ: [140, 1349, 375, 1385]
market-item-price: 22.80: [349, 588, 375, 600]
